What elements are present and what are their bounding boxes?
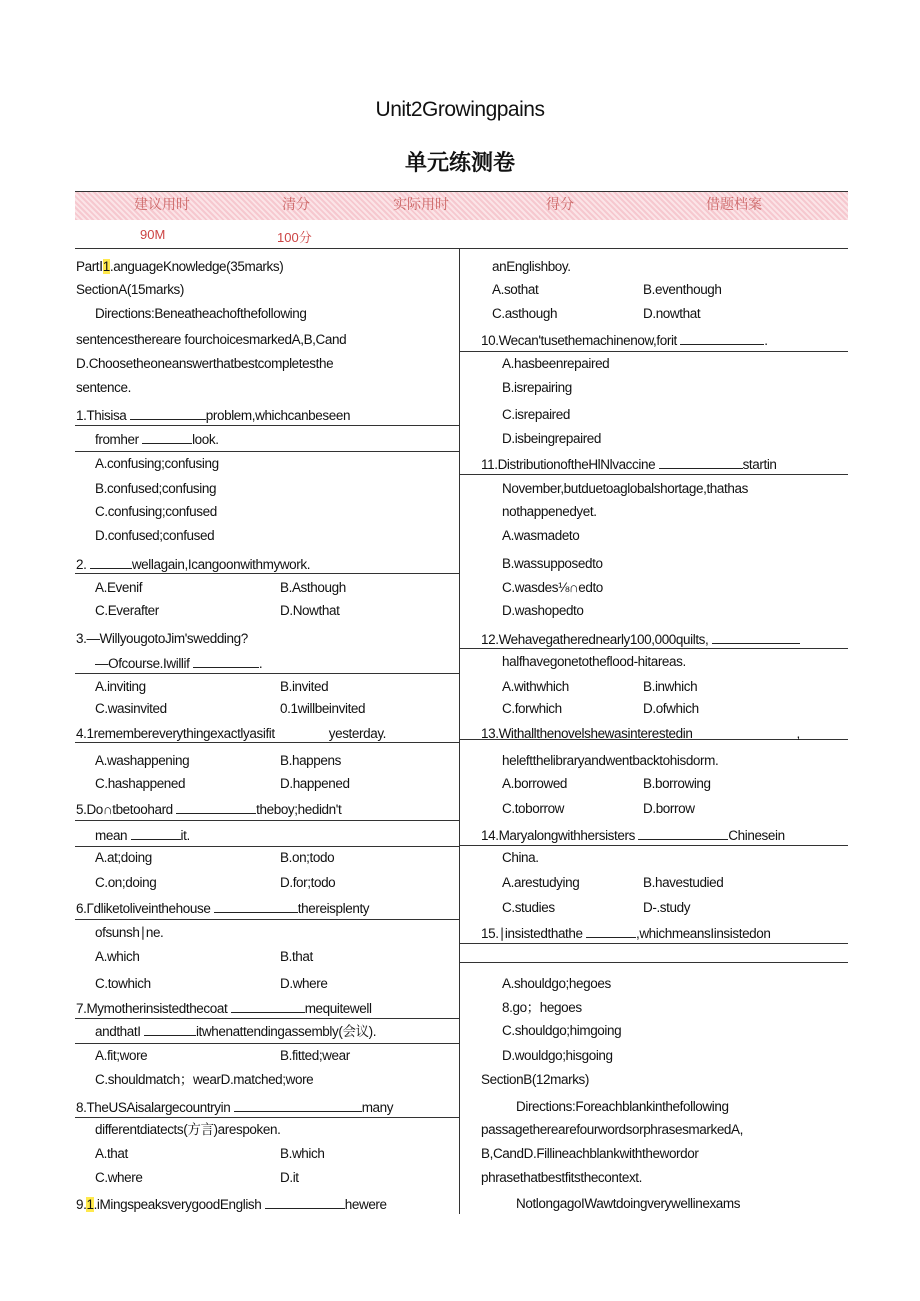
rule <box>75 1043 459 1044</box>
option: B.Asthough <box>280 580 346 595</box>
answer-blank <box>214 899 298 913</box>
option: B.on;todo <box>280 850 335 865</box>
option: 0.1willbeinvited <box>280 701 366 716</box>
answer-blank <box>193 654 259 668</box>
option: A.Evenif <box>95 580 143 595</box>
option: B.confused;confusing <box>95 481 217 496</box>
answer-blank <box>234 1098 362 1112</box>
option: D.nowthat <box>643 306 701 321</box>
question-11: 11.DistributionoftheHlNlvaccine startin <box>481 457 777 472</box>
answer-blank <box>142 430 192 444</box>
option: 8.go；hegoes <box>502 1000 582 1015</box>
passage-text: NotlongagoIWawtdoingverywellinexams <box>516 1196 741 1211</box>
question-9: 9.1.iMingspeaksverygoodEnglish hewere <box>76 1197 387 1212</box>
part-heading: PartⅠ1.anguageKnowledge(35marks) <box>76 259 284 274</box>
table-top-rule <box>75 191 848 192</box>
highlight-mark: 1 <box>102 259 110 274</box>
rule <box>75 1018 459 1019</box>
question-4: 4.1remembereverythingexactlyasifit yesterday. <box>76 726 387 741</box>
option: A.hasbeenrepaired <box>502 356 610 371</box>
option: A.sothat <box>492 282 539 297</box>
option: A.fit;wore <box>95 1048 148 1063</box>
header-actual-time: 实际用时 <box>393 197 449 213</box>
option: B.fitted;wear <box>280 1048 350 1063</box>
option: B.eventhough <box>643 282 722 297</box>
question-1-cont: fromher look. <box>95 432 219 447</box>
option: D.happened <box>280 776 350 791</box>
option: C.towhich <box>95 976 151 991</box>
option: C.Everafter <box>95 603 159 618</box>
page-title: Unit2Growingpains <box>375 98 545 121</box>
option: C.studies <box>502 900 555 915</box>
question-2: 2. wellagain,Icangoonwithmywork. <box>76 557 311 572</box>
answer-blank <box>265 1195 345 1209</box>
option: A.at;doing <box>95 850 152 865</box>
option: A.arestudying <box>502 875 580 890</box>
rule <box>459 962 848 963</box>
option: C.confusing;confused <box>95 504 217 519</box>
rule <box>75 425 459 426</box>
option: A.inviting <box>95 679 146 694</box>
answer-blank <box>130 406 206 420</box>
answer-blank <box>176 800 256 814</box>
rule <box>459 474 848 475</box>
suggested-time-value: 90M <box>140 227 166 242</box>
question-14-cont: China. <box>502 850 539 865</box>
rule <box>75 451 459 452</box>
option: D.ofwhich <box>643 701 699 716</box>
page-subtitle: 单元练测卷 <box>404 150 515 175</box>
question-12: 12.Wehavegatherednearly100,000quilts, <box>481 630 800 649</box>
answer-blank <box>231 999 305 1013</box>
option: B.isrepairing <box>502 380 572 395</box>
option: B.happens <box>280 753 341 768</box>
highlight-mark: 1 <box>86 1197 94 1212</box>
directions-text: Directions:Foreachblankinthefollowing <box>516 1099 729 1114</box>
option: A.confusing;confusing <box>95 456 219 471</box>
option: C.where <box>95 1170 143 1185</box>
option: D.it <box>280 1170 299 1185</box>
option: C.hashappened <box>95 776 186 791</box>
option: B.wassupposedto <box>502 556 603 571</box>
answer-blank <box>680 331 764 345</box>
option: C.forwhich <box>502 701 562 716</box>
option: D.for;todo <box>280 875 336 890</box>
directions-text: sentencesthereare fourchoicesmarkedA,B,Cand <box>76 332 347 347</box>
question-15: 15.∣insistedthathe ,whichmeansIinsistedon <box>481 926 771 941</box>
rule <box>459 943 848 944</box>
rule <box>75 673 459 674</box>
section-b-heading: SectionB(12marks) <box>481 1072 589 1087</box>
question-10: 10.Wecan'tusethemachinenow,forit . <box>481 333 768 348</box>
question-11-cont: nothappenedyet. <box>502 504 597 519</box>
rule <box>75 1117 459 1118</box>
section-a-heading: SectionA(15marks) <box>76 282 184 297</box>
answer-blank <box>131 826 181 840</box>
option: D.borrow <box>643 801 695 816</box>
question-13: 13.Withallthenovelshewasinterestedin , <box>481 726 800 741</box>
answer-blank <box>659 455 743 469</box>
header-suggested-time: 建议用时 <box>134 197 190 213</box>
answer-blank <box>712 630 800 644</box>
option: C.on;doing <box>95 875 157 890</box>
option: A.that <box>95 1146 128 1161</box>
rule <box>459 845 848 846</box>
table-bottom-rule <box>75 248 848 249</box>
option: A.shouldgo;hegoes <box>502 976 611 991</box>
option: A.wasmadeto <box>502 528 580 543</box>
header-full-score: 清分 <box>282 197 310 213</box>
full-score-value: 100分 <box>277 230 312 245</box>
option: C.shouldgo;himgoing <box>502 1023 622 1038</box>
question-5-cont: mean it. <box>95 828 190 843</box>
rule <box>75 919 459 920</box>
answer-blank <box>90 555 132 569</box>
question-3: 3.—WillyougotoJim'swedding? <box>76 631 248 646</box>
question-8: 8.TheUSAisalargecountryin many <box>76 1100 394 1115</box>
option: C.shouldmatch；wearD.matched;wore <box>95 1072 314 1087</box>
option: C.asthough <box>492 306 558 321</box>
option: A.which <box>95 949 140 964</box>
directions-text: D.Choosetheoneanswerthatbestcompletesthe <box>76 356 334 371</box>
answer-blank <box>144 1022 196 1036</box>
header-error-log: 借题档案 <box>706 197 762 213</box>
option: D.wouldgo;hisgoing <box>502 1048 613 1063</box>
option: B.inwhich <box>643 679 698 694</box>
option: A.borrowed <box>502 776 568 791</box>
question-5: 5.Do∩tbetoohard theboy;hedidn't <box>76 802 342 817</box>
option: C.isrepaired <box>502 407 570 422</box>
question-13-cont: heleftthelibraryandwentbacktohisdorm. <box>502 753 719 768</box>
rule <box>75 820 459 821</box>
option: A.washappening <box>95 753 190 768</box>
question-14: 14.Maryalongwithhersisters Chinesein <box>481 828 785 843</box>
question-11-cont: November,butduetoaglobalshortage,thathas <box>502 481 748 496</box>
option: B.borrowing <box>643 776 711 791</box>
answer-blank <box>586 924 636 938</box>
option: D-.study <box>643 900 691 915</box>
directions-text: phrasethatbestfitsthecontext. <box>481 1170 643 1185</box>
option: C.wasdes⅛∩edto <box>502 580 603 595</box>
question-1: 1.Thisisa problem,whichcanbeseen <box>76 408 351 423</box>
directions-text: passagetherearefourwordsorphrasesmarkedA, <box>481 1122 743 1137</box>
rule <box>75 846 459 847</box>
option: C.wasinvited <box>95 701 167 716</box>
column-divider <box>459 249 460 1214</box>
option: B.which <box>280 1146 325 1161</box>
directions-text: Directions:Beneatheachofthefollowing <box>95 306 307 321</box>
option: D.washopedto <box>502 603 584 618</box>
option: D.isbeingrepaired <box>502 431 602 446</box>
question-7: 7.Mymotherinsistedthecoat mequitewell <box>76 1001 372 1016</box>
question-6: 6.Γdliketoliveinthehouse thereisplenty <box>76 901 370 916</box>
option: B.that <box>280 949 313 964</box>
option: D.Nowthat <box>280 603 340 618</box>
option: A.withwhich <box>502 679 569 694</box>
question-12-cont: halfhavegonetotheflood-hitareas. <box>502 654 686 669</box>
question-6-cont: ofsunsh∣ne. <box>95 925 164 940</box>
directions-text: B,CandD.Fillineachblankwiththewordor <box>481 1146 699 1161</box>
question-8-cont: differentdiatects(方言)arespoken. <box>95 1122 281 1137</box>
option: C.toborrow <box>502 801 565 816</box>
option: B.invited <box>280 679 329 694</box>
question-9-cont: anEnglishboy. <box>492 259 571 274</box>
question-7-cont: andthatI itwhenattendingassembly(会议). <box>95 1024 377 1039</box>
option: D.confused;confused <box>95 528 215 543</box>
answer-blank <box>638 826 728 840</box>
rule <box>459 351 848 352</box>
option: D.where <box>280 976 328 991</box>
option: B.havestudied <box>643 875 724 890</box>
directions-text: sentence. <box>76 380 131 395</box>
question-3-cont: —Ofcourse.Iwillif . <box>95 656 263 671</box>
header-score-obtained: 得分 <box>546 197 574 213</box>
